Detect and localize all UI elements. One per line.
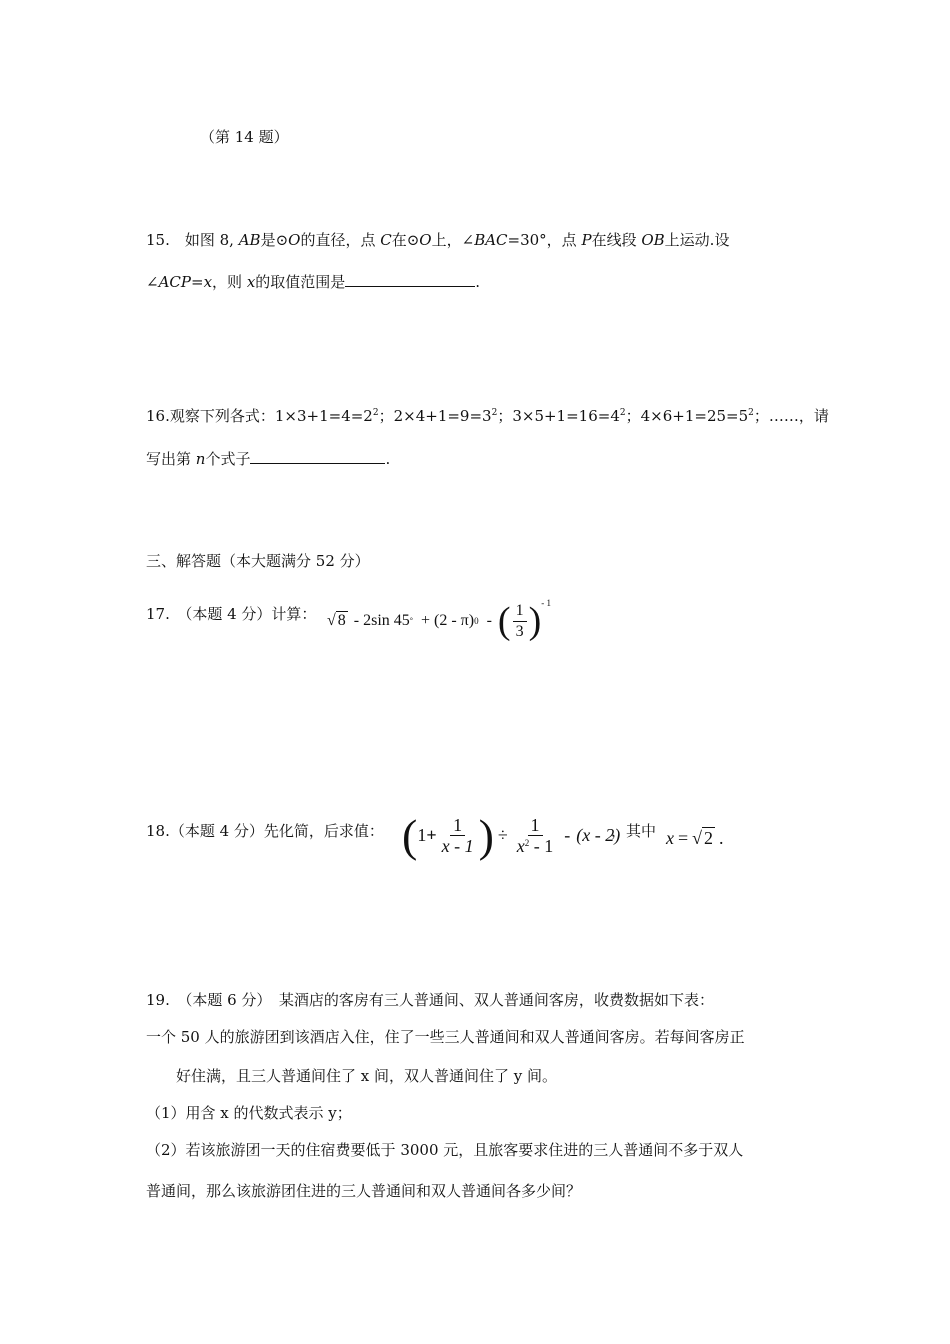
question-18-x-value: x = √ 2 . <box>666 828 724 848</box>
figure-14-caption: （第 14 题） <box>200 128 289 146</box>
question-19-part-1: （1）用含 x 的代数式表示 y； <box>146 1104 352 1122</box>
question-17-expression: √ 8 - 2sin 45 ° + (2 - π) 0 - ( $\frac{1}{3}$ ) - 1 <box>327 598 551 642</box>
section-heading: 三、解答题（本大题满分 52 分） <box>146 552 370 570</box>
question-19-line-3: 好住满，且三人普通间住了 x 间，双人普通间住了 y 间。 <box>176 1067 558 1085</box>
question-17-label: 17. （本题 4 分）计算： <box>146 605 317 623</box>
question-18-label: 18.（本题 4 分）先化简，后求值： <box>146 822 384 840</box>
question-19-part-2: （2）若该旅游团一天的住宿费要低于 3000 元，且旅客要求住进的三人普通间不多于双人 <box>146 1141 744 1159</box>
question-16-line-2: 写出第 n个式子 . <box>146 450 391 468</box>
question-15-line-2: ∠ACP=x，则 x的取值范围是 . <box>146 273 481 291</box>
question-18-condition: ，其中 <box>611 822 657 840</box>
question-19-line-1: 19. （本题 6 分） 某酒店的客房有三人普通间、双人普通间客房，收费数据如下表： <box>146 991 714 1009</box>
question-16-line-1: 16.观察下列各式：$1\times 3+1=4=2^2$；$2\times 4+1=9=3^2$；$3\times 5+1=16=4^2$；$4\times 6+1=25=5^2$；……，请 <box>146 407 829 425</box>
question-19-line-2: 一个 50 人的旅游团到该酒店入住，住了一些三人普通间和双人普通间客房。若每间客房正 <box>146 1028 745 1046</box>
question-18-expression: ( 1 + $\frac{1}{x - 1}$ ) ÷ $\frac{1}{x^2 - 1}$ - (x - 2) <box>402 809 621 861</box>
question-15-line-1: 15. 如图 8, AB是⊙O的直径，点 C在⊙O上，∠BAC=30°，点 P在线段 OB上运动.设 <box>146 231 730 249</box>
answer-blank-16[interactable] <box>250 449 385 464</box>
answer-blank-15[interactable] <box>345 272 475 287</box>
question-19-part-2-cont: 普通间，那么该旅游团住进的三人普通间和双人普通间各多少间？ <box>146 1182 582 1200</box>
